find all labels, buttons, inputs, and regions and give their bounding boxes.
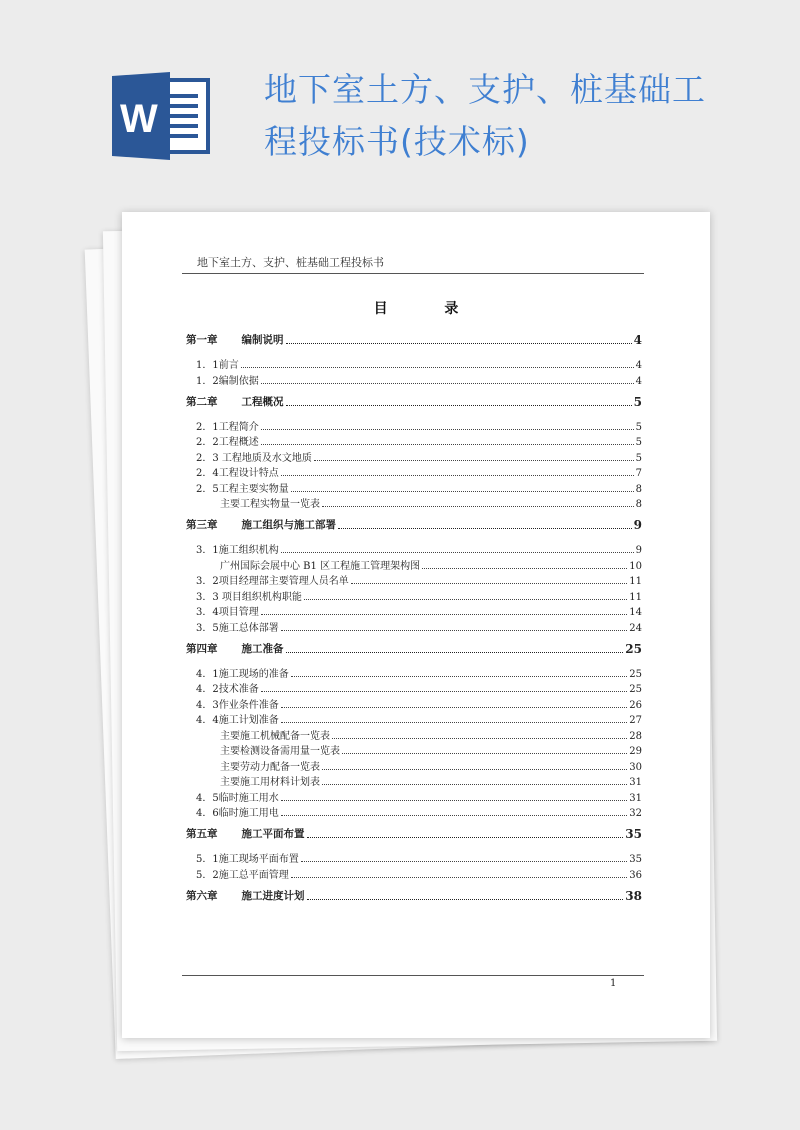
toc-leader-dots (291, 877, 628, 878)
toc-entry-row[interactable] (186, 464, 642, 479)
toc-leader-dots (304, 599, 627, 600)
word-document-icon (108, 72, 216, 160)
toc-section-title: 工程设计特点 (218, 468, 279, 479)
toc-page-number: 31 (629, 777, 642, 788)
word-icon-letter: W (120, 97, 158, 141)
toc-entry-row[interactable] (186, 603, 642, 618)
toc-chapter-title: 工程概况 (241, 395, 284, 408)
toc-page-number: 35 (625, 827, 642, 841)
toc-section-number: 4．3 (196, 699, 219, 711)
toc-section-title: 项目管理 (218, 607, 259, 618)
toc-page-number: 35 (629, 854, 642, 865)
toc-section-title: 工程简介 (218, 421, 259, 433)
toc-entry-row[interactable] (186, 711, 642, 726)
toc-entry-row[interactable] (186, 866, 642, 881)
toc-entry-row[interactable] (186, 588, 642, 603)
toc-section-number: 4．2 (196, 684, 219, 695)
toc-chapter-title: 施工准备 (241, 642, 284, 655)
toc-leader-dots (301, 861, 628, 862)
toc-page-number: 11 (629, 591, 642, 603)
toc-leader-dots (281, 800, 628, 801)
toc-entry-row[interactable] (186, 418, 642, 433)
toc-section-title: 施工现场平面布置 (218, 854, 299, 865)
toc-page-number: 31 (629, 792, 642, 804)
toc-leader-dots (351, 583, 628, 584)
toc-subentry-title: 主要施工用材料计划表 (220, 777, 320, 788)
toc-entry-row[interactable] (186, 789, 642, 804)
toc-entry-row[interactable] (186, 619, 642, 634)
running-header: 地下室土方、支护、桩基础工程投标书 (197, 256, 384, 269)
toc-section-number: 5．2 (196, 869, 219, 881)
toc-leader-dots (261, 429, 634, 430)
toc-page-number: 36 (629, 869, 642, 881)
toc-section-title: 工程概述 (218, 437, 259, 448)
toc-heading: 目 录 (373, 301, 485, 317)
toc-leader-dots (286, 652, 624, 653)
toc-leader-dots (281, 815, 628, 816)
toc-leader-dots (322, 506, 634, 507)
toc-section-number: 5．1 (196, 854, 219, 865)
toc-section-title: 作业条件准备 (218, 699, 279, 711)
toc-entry-row[interactable] (186, 696, 642, 711)
toc-page-number: 38 (625, 888, 642, 903)
toc-leader-dots (307, 899, 624, 900)
page-number: 1 (610, 978, 617, 989)
toc-chapter-title: 施工平面布置 (241, 828, 305, 840)
toc-entry-row[interactable] (186, 773, 642, 788)
toc-section-number: 2．2 (196, 437, 219, 448)
toc-section-title: 施工计划准备 (218, 715, 279, 726)
toc-leader-dots (307, 837, 624, 838)
toc-page-number: 14 (629, 607, 642, 618)
document-title (264, 64, 764, 168)
toc-page-number: 4 (635, 375, 642, 387)
toc-section-number: 4．5 (196, 792, 219, 804)
toc-page-number: 28 (629, 730, 642, 742)
toc-section-title: 施工总体部署 (218, 622, 279, 634)
toc-entry-row[interactable] (186, 356, 642, 371)
toc-subentry-title: 广州国际会展中心 B1 区工程施工管理架构图 (220, 560, 421, 572)
toc-entry-row[interactable] (186, 541, 642, 556)
toc-entry-row[interactable] (186, 495, 642, 510)
toc-page-number: 7 (635, 468, 642, 479)
toc-section-number: 3．3 (196, 591, 219, 603)
toc-section-number: 3．1 (196, 545, 219, 556)
toc-section-title: 工程地质及水文地质 (218, 452, 312, 464)
toc-subentry-title: 主要施工机械配备一览表 (220, 730, 330, 742)
toc-leader-dots (322, 784, 627, 785)
toc-section-title: 施工组织机构 (218, 545, 279, 556)
toc-section-number: 2．1 (196, 421, 219, 433)
toc-entry-row[interactable] (186, 372, 642, 387)
toc-page-number: 25 (629, 684, 642, 695)
title-line-2: 程投标书(技术标) (264, 122, 530, 161)
footer-rule (182, 975, 644, 976)
toc-section-number: 2．5 (196, 483, 219, 495)
toc-chapter-row[interactable] (186, 826, 642, 841)
toc-leader-dots (286, 343, 632, 344)
toc-section-title: 临时施工用水 (218, 792, 279, 804)
toc-section-title: 前言 (218, 360, 239, 371)
toc-page-number: 5 (635, 421, 642, 433)
toc-entry-row[interactable] (186, 665, 642, 680)
toc-entry-row[interactable] (186, 850, 642, 865)
toc-chapter-row[interactable] (186, 888, 642, 903)
toc-leader-dots (261, 691, 628, 692)
toc-section-title: 项目组织机构职能 (218, 591, 302, 603)
toc-section-number: 4．1 (196, 668, 219, 680)
toc-entry-row[interactable] (186, 804, 642, 819)
toc-section-number: 2．4 (196, 468, 219, 479)
toc-section-title: 施工总平面管理 (218, 869, 289, 881)
toc-leader-dots (261, 614, 628, 615)
toc-leader-dots (261, 444, 634, 445)
toc-subentry-title: 主要检测设备需用量一览表 (220, 746, 340, 757)
toc-page-number: 30 (629, 761, 642, 773)
toc-chapter-title: 施工进度计划 (241, 889, 305, 902)
toc-section-number: 4．4 (196, 715, 219, 726)
toc-chapter-number: 第六章 (186, 889, 218, 902)
toc-page-number: 24 (629, 622, 642, 634)
toc-entry-row[interactable] (186, 727, 642, 742)
toc-chapter-row[interactable] (186, 394, 642, 409)
toc-section-number: 4．6 (196, 808, 219, 819)
toc-section-title: 工程主要实物量 (218, 483, 289, 495)
toc-page-number: 29 (629, 746, 642, 757)
toc-page-number: 8 (635, 483, 642, 495)
toc-page-number: 32 (629, 808, 642, 819)
toc-chapter-number: 第二章 (186, 395, 218, 408)
toc-page-number: 4 (635, 360, 642, 371)
toc-section-title: 编制依据 (218, 375, 259, 387)
toc-leader-dots (281, 722, 628, 723)
toc-page-number: 9 (633, 518, 642, 532)
toc-leader-dots (291, 491, 634, 492)
toc-section-title: 技术准备 (218, 684, 259, 695)
toc-section-title: 临时施工用电 (218, 808, 279, 819)
title-line-1: 地下室土方、支护、桩基础工 (264, 70, 706, 109)
toc-leader-dots (322, 769, 627, 770)
toc-page-number: 26 (629, 699, 642, 711)
toc-leader-dots (261, 383, 634, 384)
toc-entry-row[interactable] (186, 572, 642, 587)
toc-leader-dots (286, 405, 632, 406)
header-rule (182, 273, 644, 274)
toc-entry-row[interactable] (186, 433, 642, 448)
toc-chapter-number: 第五章 (186, 828, 218, 840)
toc-section-number: 3．4 (196, 607, 219, 618)
toc-entry-row[interactable] (186, 449, 642, 464)
toc-chapter-number: 第三章 (186, 519, 218, 531)
toc-section-number: 1．2 (196, 375, 219, 387)
toc-chapter-row[interactable] (186, 641, 642, 656)
toc-section-number: 3．2 (196, 576, 219, 587)
toc-page-number: 5 (635, 437, 642, 448)
toc-entry-row[interactable] (186, 480, 642, 495)
toc-page-number: 25 (629, 668, 642, 680)
toc-chapter-title: 编制说明 (241, 334, 284, 346)
toc-page-number: 5 (633, 394, 642, 409)
toc-page-number: 4 (633, 333, 642, 347)
toc-chapter-number: 第四章 (186, 642, 218, 655)
toc-page-number: 25 (625, 641, 642, 656)
toc-leader-dots (281, 475, 634, 476)
toc-subentry-title: 主要工程实物量一览表 (220, 499, 320, 510)
toc-page-number: 9 (635, 545, 642, 556)
toc-page-number: 8 (635, 499, 642, 510)
toc-page-number: 11 (629, 576, 642, 587)
toc-leader-dots (314, 460, 634, 461)
toc-section-title: 施工现场的准备 (218, 668, 289, 680)
toc-chapter-row[interactable] (186, 517, 642, 532)
toc-leader-dots (291, 676, 628, 677)
toc-chapter-title: 施工组织与施工部署 (241, 519, 336, 531)
toc-section-number: 2．3 (196, 452, 219, 464)
toc-entry-row[interactable] (186, 742, 642, 757)
toc-page-number: 27 (629, 715, 642, 726)
toc-subentry-title: 主要劳动力配备一览表 (220, 761, 320, 773)
toc-section-number: 1．1 (196, 360, 219, 371)
toc-entry-row[interactable] (186, 758, 642, 773)
toc-leader-dots (422, 568, 627, 569)
toc-chapter-number: 第一章 (186, 334, 218, 346)
toc-page-number: 5 (635, 452, 642, 464)
document-page (122, 212, 710, 1038)
toc-entry-row[interactable] (186, 557, 642, 572)
toc-leader-dots (241, 367, 634, 368)
toc-section-number: 3．5 (196, 622, 219, 634)
toc-section-title: 项目经理部主要管理人员名单 (218, 576, 349, 587)
toc-entry-row[interactable] (186, 680, 642, 695)
toc-leader-dots (281, 707, 628, 708)
toc-page-number: 10 (629, 560, 642, 572)
toc-leader-dots (281, 552, 634, 553)
toc-leader-dots (342, 753, 627, 754)
toc-leader-dots (281, 630, 628, 631)
toc-leader-dots (338, 528, 632, 529)
toc-leader-dots (332, 738, 627, 739)
toc-chapter-row[interactable] (186, 332, 642, 347)
